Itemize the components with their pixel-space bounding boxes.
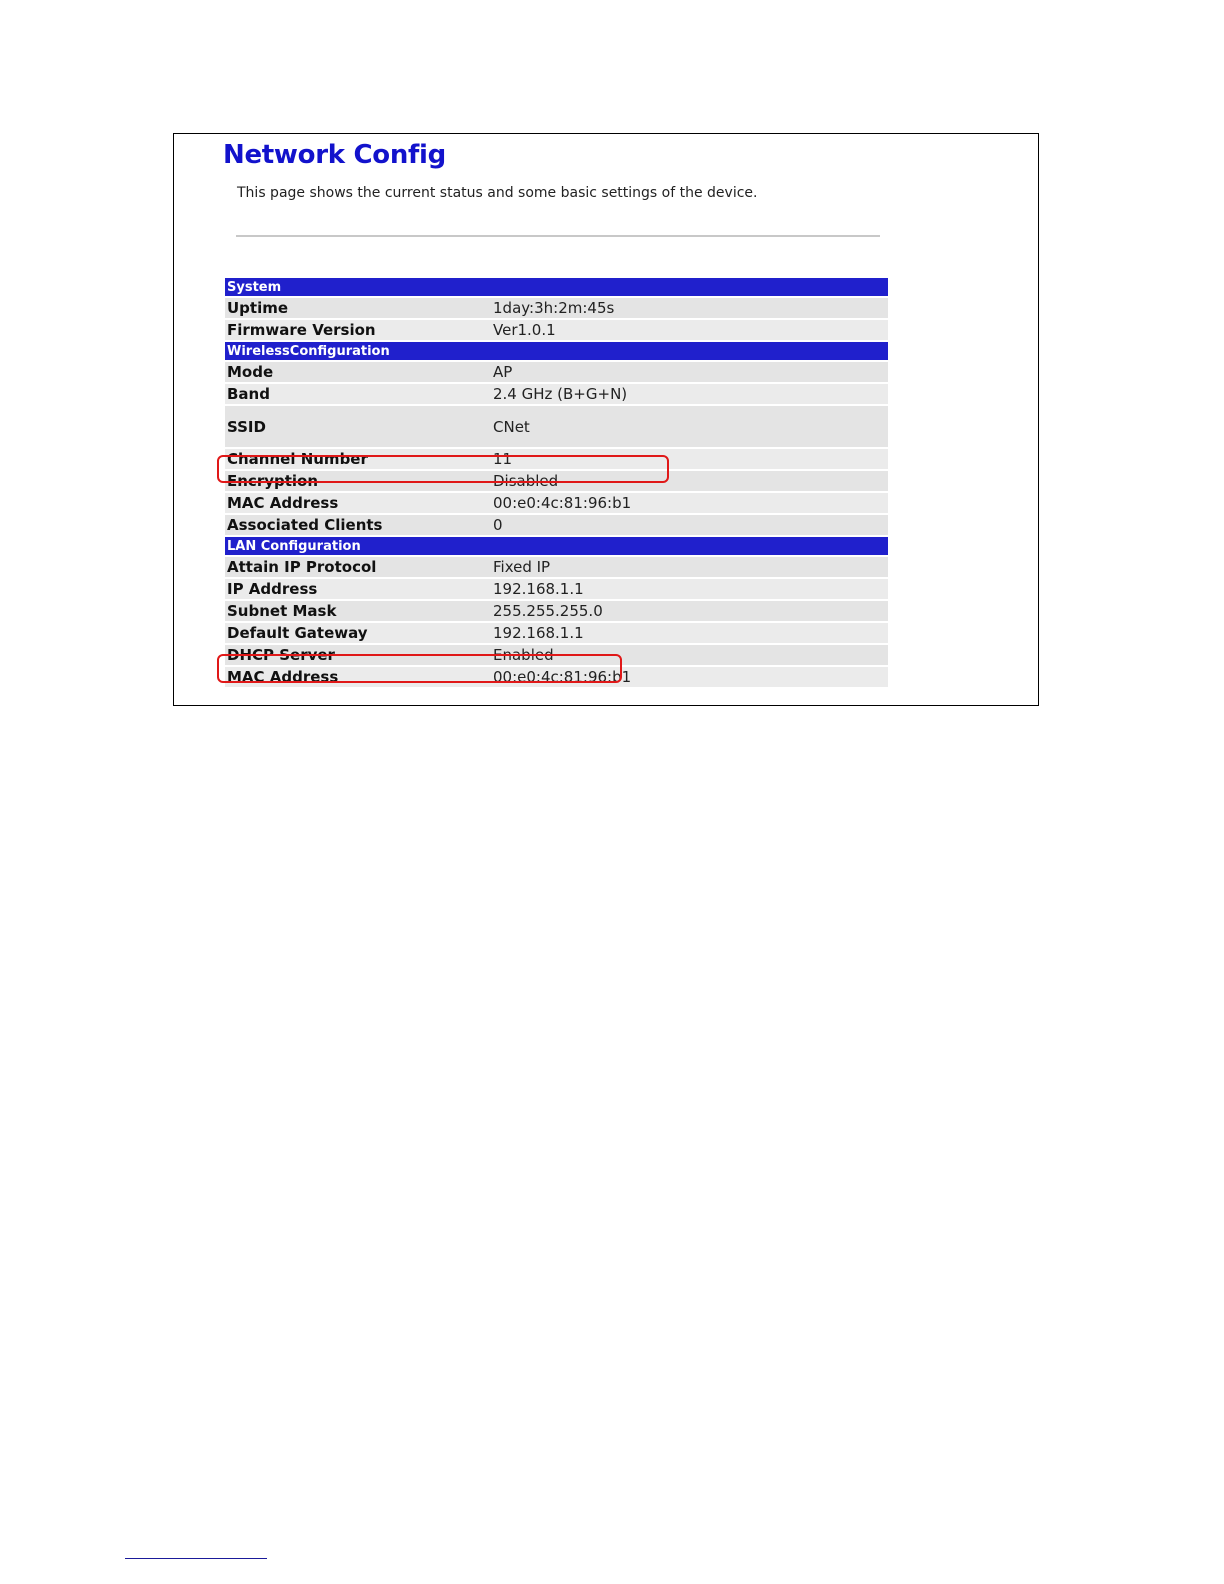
row-label: SSID	[227, 417, 266, 436]
footnote-divider	[125, 1558, 267, 1559]
page-title: Network Config	[223, 140, 446, 170]
row-value: 192.168.1.1	[493, 580, 584, 598]
section-header-system: System	[225, 278, 888, 296]
row-value: 00:e0:4c:81:96:b1	[493, 668, 632, 686]
row-label: IP Address	[227, 580, 318, 598]
section-header-wireless: WirelessConfiguration	[225, 342, 888, 360]
row-value: 00:e0:4c:81:96:b1	[493, 494, 632, 512]
table-row-firmware-version	[225, 320, 888, 340]
table-row-mode	[225, 362, 888, 382]
row-label: Associated Clients	[227, 516, 383, 534]
row-label: Attain IP Protocol	[227, 558, 377, 576]
table-row-mac-address	[225, 493, 888, 513]
table-row-uptime	[225, 298, 888, 318]
row-value: Ver1.0.1	[493, 321, 556, 339]
row-value: 192.168.1.1	[493, 624, 584, 642]
table-row-attain-ip-protocol	[225, 557, 888, 577]
row-label: Band	[227, 385, 270, 403]
row-label: Default Gateway	[227, 624, 368, 642]
row-label: Channel Number	[227, 450, 368, 468]
row-label: MAC Address	[227, 668, 339, 686]
section-header-lan: LAN Configuration	[225, 537, 888, 555]
row-value: Disabled	[493, 472, 559, 490]
row-label: Firmware Version	[227, 321, 376, 339]
router-status-screenshot	[173, 133, 1039, 706]
row-value: Fixed IP	[493, 558, 551, 576]
table-row-associated-clients	[225, 515, 888, 535]
row-value: CNet	[493, 417, 530, 436]
row-value: 0	[493, 516, 503, 534]
status-table	[225, 278, 888, 689]
row-value: Enabled	[493, 646, 554, 664]
row-label: Encryption	[227, 472, 319, 490]
row-label: MAC Address	[227, 494, 339, 512]
row-label: Subnet Mask	[227, 602, 337, 620]
row-label: DHCP Server	[227, 646, 335, 664]
row-value: 255.255.255.0	[493, 602, 603, 620]
row-value: AP	[493, 363, 513, 381]
row-label: Mode	[227, 363, 274, 381]
table-row-dhcp-server	[225, 645, 888, 665]
table-row-ssid	[225, 406, 888, 447]
row-label: Uptime	[227, 299, 289, 317]
table-row-band	[225, 384, 888, 404]
table-row-encryption	[225, 471, 888, 491]
table-row-lan-mac-address	[225, 667, 888, 687]
table-row-channel-number	[225, 449, 888, 469]
row-value: 11	[493, 450, 513, 468]
table-row-default-gateway	[225, 623, 888, 643]
row-value: 1day:3h:2m:45s	[493, 299, 615, 317]
table-row-subnet-mask	[225, 601, 888, 621]
page-description: This page shows the current status and some basic settings of the device.	[237, 185, 758, 201]
table-row-ip-address	[225, 579, 888, 599]
divider	[236, 235, 880, 237]
row-value: 2.4 GHz (B+G+N)	[493, 385, 628, 403]
